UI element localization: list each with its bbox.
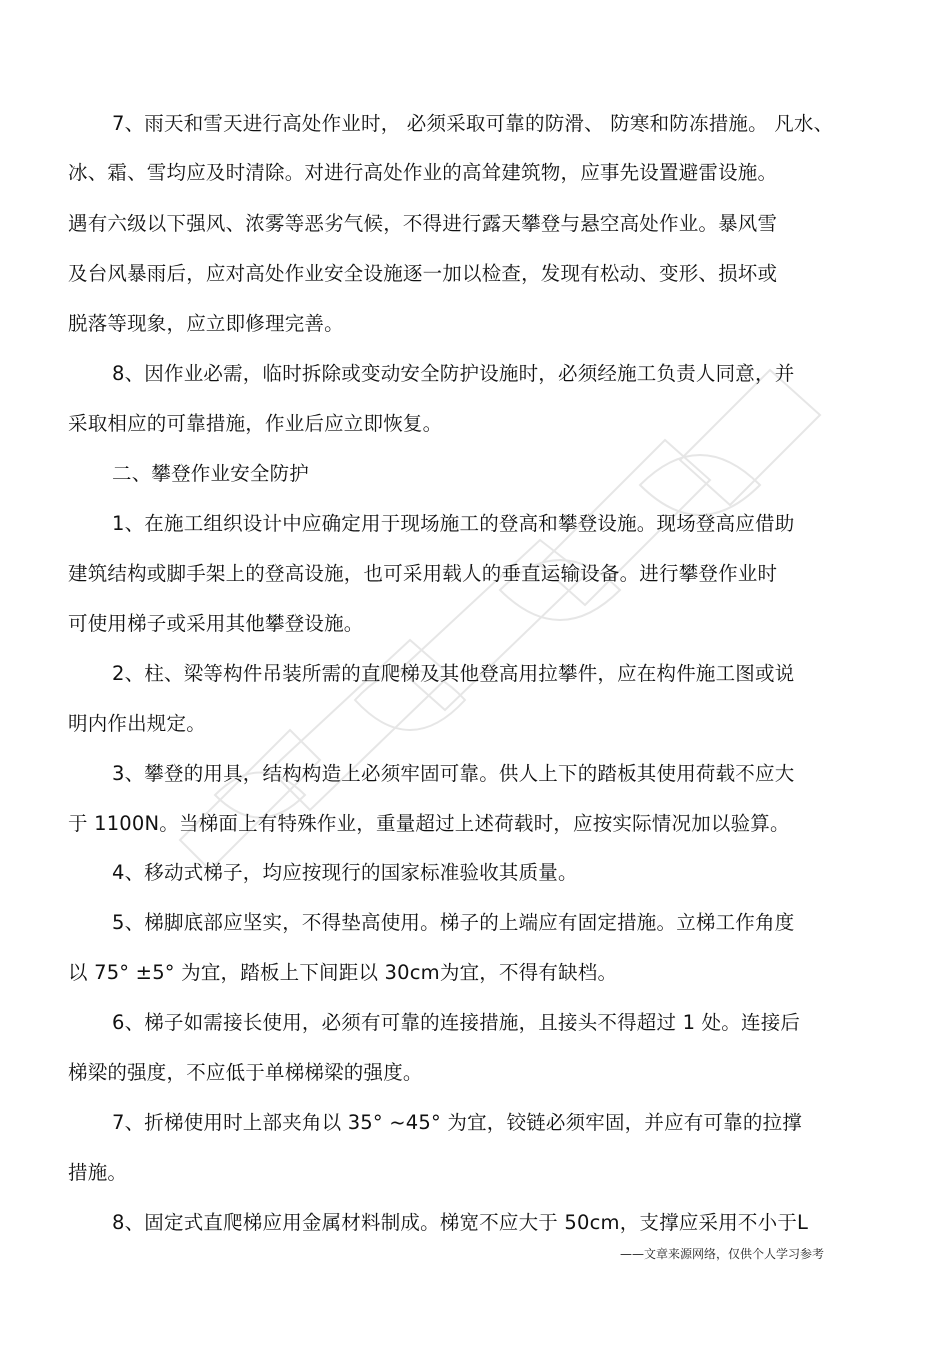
- text-line-7: 采取相应的可靠措施，作业后应立即恢复。: [68, 412, 443, 435]
- text-line-4: 及台风暴雨后，应对高处作业安全设施逐一加以检查，发现有松动、变形、损坏或: [68, 262, 778, 285]
- text-line-11: 可使用梯子或采用其他攀登设施。: [68, 612, 364, 635]
- text-line-13: 明内作出规定。: [68, 712, 206, 735]
- section-heading: 二、攀登作业安全防护: [112, 462, 310, 485]
- text-line-14: 3、攀登的用具，结构构造上必须牢固可靠。供人上下的踏板其使用荷载不应大: [112, 762, 795, 785]
- text-line-12: 2、柱、梁等构件吊装所需的直爬梯及其他登高用拉攀件，应在构件施工图或说: [112, 662, 795, 685]
- text-line-16: 4、移动式梯子，均应按现行的国家标准验收其质量。: [112, 861, 578, 884]
- text-line-3: 遇有六级以下强风、浓雾等恶劣气候，不得进行露天攀登与悬空高处作业。暴风雪: [68, 212, 778, 235]
- text-line-17: 5、梯脚底部应坚实，不得垫高使用。梯子的上端应有固定措施。立梯工作角度: [112, 911, 795, 934]
- text-line-15: 于 1100N。当梯面上有特殊作业，重量超过上述荷载时，应按实际情况加以验算。: [68, 812, 790, 835]
- text-line-21: 7、折梯使用时上部夹角以 35° ~45° 为宜，铰链必须牢固，并应有可靠的拉撑: [112, 1111, 802, 1134]
- text-line-5: 脱落等现象，应立即修理完善。: [68, 312, 344, 335]
- text-line-23: 8、固定式直爬梯应用金属材料制成。梯宽不应大于 50cm，支撑应采用不小于L: [112, 1211, 809, 1234]
- text-line-10: 建筑结构或脚手架上的登高设施，也可采用载人的垂直运输设备。进行攀登作业时: [68, 562, 778, 585]
- text-line-2: 冰、霜、雪均应及时清除。对进行高处作业的高耸建筑物，应事先设置避雷设施。: [68, 161, 778, 184]
- text-line-9: 1、在施工组织设计中应确定用于现场施工的登高和攀登设施。现场登高应借助: [112, 512, 795, 535]
- text-line-18: 以 75° ±5° 为宜，踏板上下间距以 30cm为宜，不得有缺档。: [68, 961, 618, 984]
- text-line-22: 措施。: [68, 1161, 128, 1184]
- text-line-20: 梯梁的强度，不应低于单梯梯梁的强度。: [68, 1061, 423, 1084]
- text-line-6: 8、因作业必需，临时拆除或变动安全防护设施时，必须经施工负责人同意，并: [112, 362, 795, 385]
- footer-note: ——文章来源网络，仅供个人学习参考: [620, 1247, 825, 1261]
- text-line-19: 6、梯子如需接长使用，必须有可靠的连接措施，且接头不得超过 1 处。连接后: [112, 1011, 801, 1034]
- text-line-1: 7、雨天和雪天进行高处作业时， 必须采取可靠的防滑、 防寒和防冻措施。 凡水、: [112, 112, 834, 135]
